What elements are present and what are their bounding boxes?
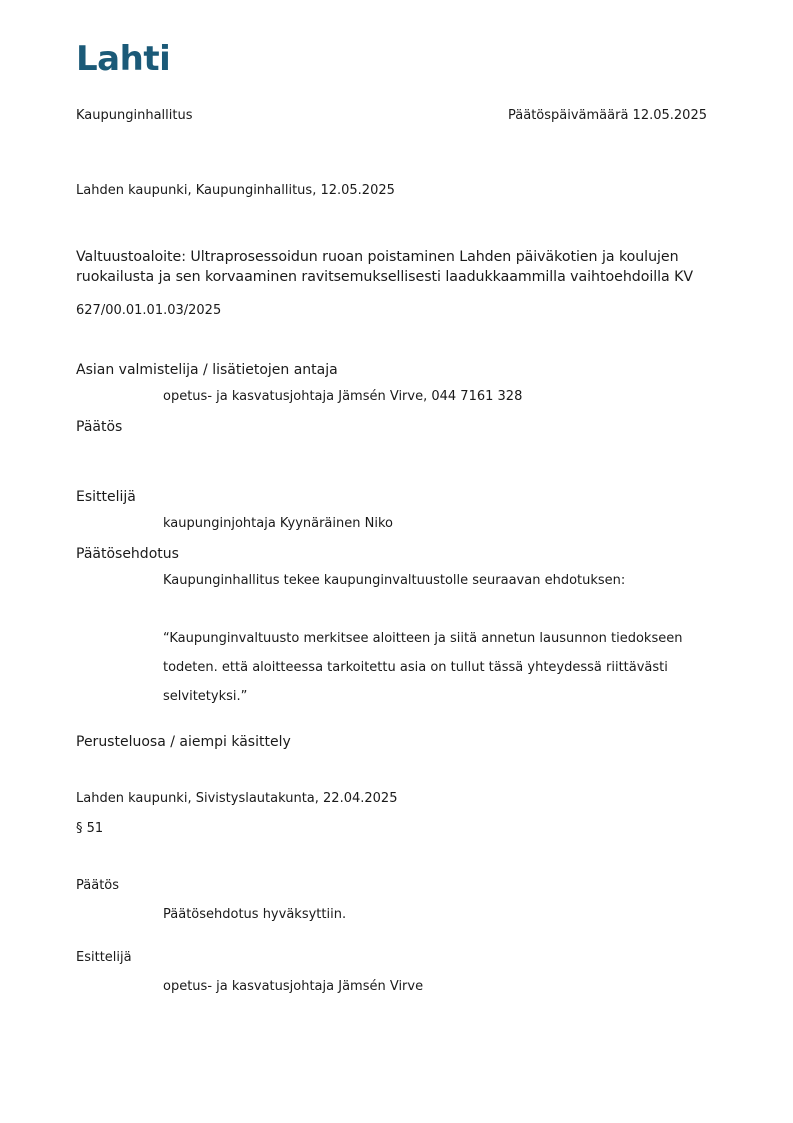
preparer-value: opetus- ja kasvatusjohtaja Jämsén Virve, 044 7161 328 [163, 389, 523, 404]
background-meeting-line: Lahden kaupunki, Sivistyslautakunta, 22.04.2025 [76, 791, 398, 806]
background-decision-value: Päätösehdotus hyväksyttiin. [163, 907, 347, 922]
proposal-heading: Päätösehdotus [76, 546, 179, 562]
background-presenter-value: opetus- ja kasvatusjohtaja Jämsén Virve [163, 979, 424, 994]
proposal-quote-line-2: todeten. että aloitteessa tarkoitettu asia on tullut tässä yhteydessä riittävästi [163, 660, 668, 675]
presenter-heading: Esittelijä [76, 489, 136, 505]
proposal-quote-line-1: “Kaupunginvaltuusto merkitsee aloitteen ja siitä annetun lausunnon tiedokseen [163, 631, 683, 646]
organ-name: Kaupunginhallitus [76, 108, 193, 123]
proposal-quote-line-3: selvitetyksi.” [163, 689, 248, 704]
presenter-value: kaupunginjohtaja Kyynäräinen Niko [163, 516, 393, 531]
title-line-1: Valtuustoaloite: Ultraprosessoidun ruoan poistaminen Lahden päiväkotien ja koulujen [76, 249, 679, 265]
lahti-logo: Lahti [76, 39, 171, 79]
background-presenter-heading: Esittelijä [76, 950, 132, 965]
background-section: § 51 [76, 821, 104, 836]
title-line-2: ruokailusta ja sen korvaaminen ravitsemuksellisesti laadukkaammilla vaihtoehdoilla KV [76, 269, 694, 285]
background-heading: Perusteluosa / aiempi käsittely [76, 734, 291, 750]
background-decision-heading: Päätös [76, 878, 120, 893]
decision-heading: Päätös [76, 419, 123, 435]
decision-date: Päätöspäivämäärä 12.05.2025 [508, 108, 707, 123]
title-line-3: 627/00.01.01.03/2025 [76, 303, 222, 318]
meeting-line: Lahden kaupunki, Kaupunginhallitus, 12.05.2025 [76, 183, 395, 198]
proposal-intro: Kaupunginhallitus tekee kaupunginvaltuustolle seuraavan ehdotuksen: [163, 573, 626, 588]
preparer-heading: Asian valmistelija / lisätietojen antaja [76, 362, 338, 378]
